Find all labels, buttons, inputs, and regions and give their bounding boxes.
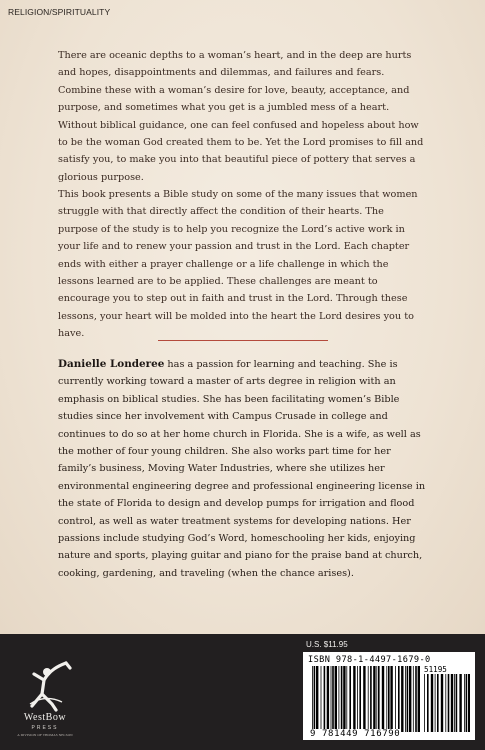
publisher-press: PRESS <box>31 725 59 731</box>
barcode-main <box>312 666 420 732</box>
section-divider <box>158 340 328 341</box>
description-paragraph-2: This book presents a Bible study on some of the many issues that women struggle with that directly affect the condition of their hearts. The purpose of the study is to help you recognize the Lord’s active work in your life and to renew your passion and trust in the Lord. Each chapter ends with either a prayer challenge or a life challenge in which the lessons learned are to be applied. These challenges are meant to encourage you to step out in faith and trust in the Lord. Through these lessons, your heart will be molded into the heart the Lord desires you to have. <box>58 189 418 340</box>
description-paragraph-1: There are oceanic depths to a woman’s heart, and in the deep are hurts and hopes, disappointments and dilemmas, and failures and fears. Combine these with a woman’s desire for love, beauty, acceptance, and purpose, and sometimes what you get is a jumbled mess of a heart. Without biblical guidance, one can feel confused and hopeless about how to be the woman God created them to be. Yet the Lord promises to fill and satisfy you, to make you into that beautiful piece of pottery that serves a glorious purpose. <box>58 50 424 183</box>
price-code: 51195 <box>424 665 447 674</box>
author-name: Danielle Londeree <box>58 358 165 370</box>
barcode-addon <box>424 674 470 732</box>
category-label: RELIGION/SPIRITUALITY <box>8 7 111 17</box>
barcode-number: 9 781449 716790 <box>310 729 401 739</box>
price-label: U.S. $11.95 <box>306 640 348 649</box>
author-bio-text: has a passion for learning and teaching. She is currently working toward a master of arts degree in religion with an emphasis on biblical studies. She has been facilitating women’s Bible studies since her involvement with Campus Crusade in college and continues to do so at her home church in Florida. She is a wife, as well as the mother of four young children. She also works part time for her family’s business, Moving Water Industries, where she utilizes her environmental engineering degree and professional engineering license in the state of Florida to design and develop pumps for irrigation and flood control, as well as water treatment systems for developing nations. Her passions include studying God’s Word, homeschooling her kids, enjoying nature and sports, playing guitar and piano for the praise band at church, cooking, gardening, and traveling (when the chance arises). <box>58 359 426 579</box>
publisher-tagline: A DIVISION OF THOMAS NELSON <box>17 733 73 737</box>
publisher-name: WestBow <box>23 712 67 723</box>
isbn-number: ISBN 978-1-4497-1679-0 <box>308 655 431 665</box>
author-bio <box>58 356 430 582</box>
